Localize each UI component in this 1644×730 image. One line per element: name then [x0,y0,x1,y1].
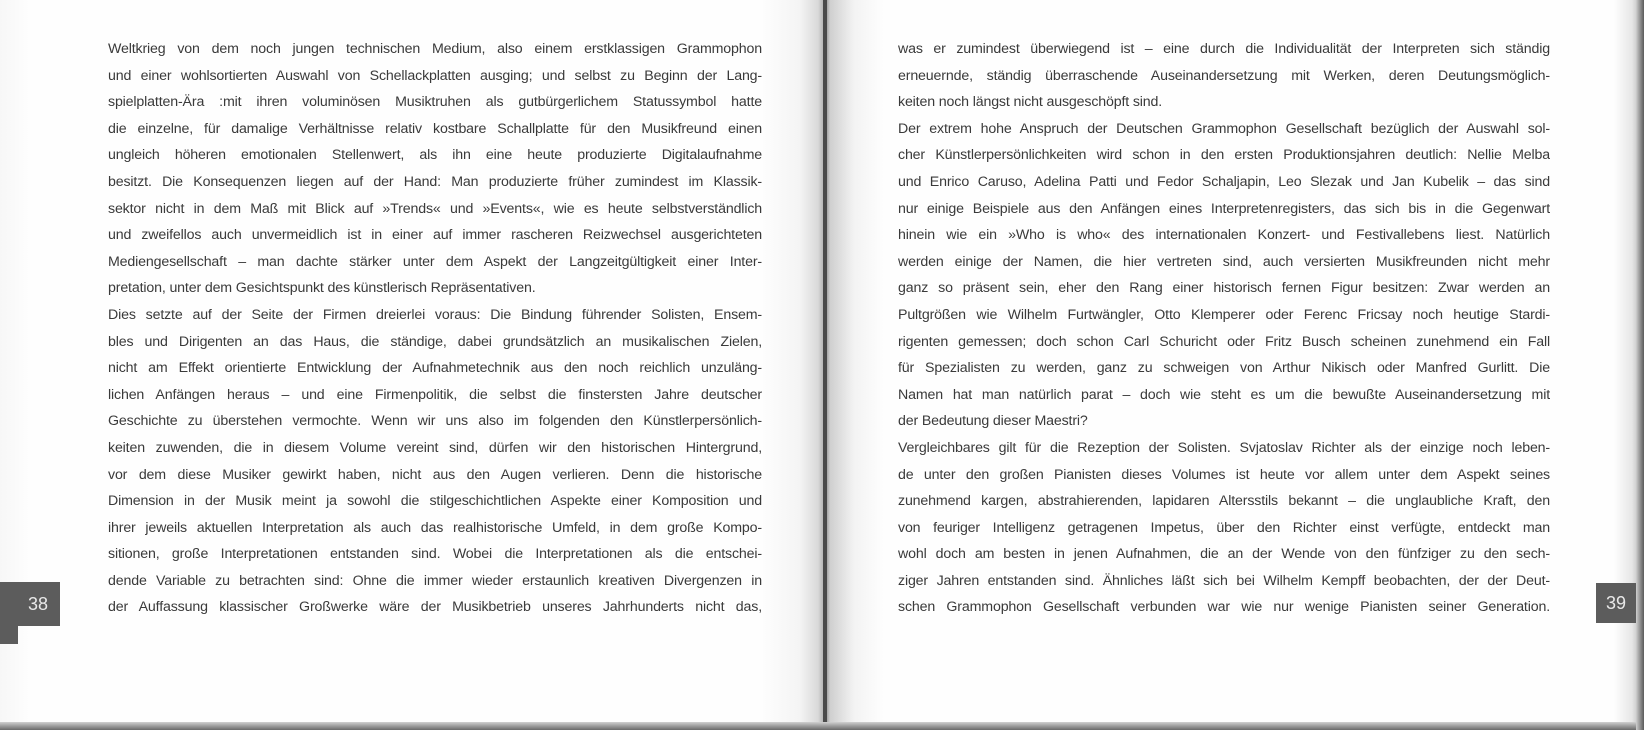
text-line: spielplatten-Ära :mit ihren voluminösen Musiktruhen als gutbürgerlichem Statussymbol hatte [108,94,762,111]
text-line: werden einige der Namen, die hier vertreten sind, auch versierten Musikfreunden nicht mehr [898,253,1550,270]
book-gutter [823,0,827,730]
text-line: ungleich höheren emotionalen Stellenwert, als ihn eine heute produzierte Digitalaufnahme [108,147,762,164]
text-line: vor dem diese Musiker gewirkt haben, nicht aus den Augen verlieren. Denn die historische [108,466,762,483]
text-line: nur einige Beispiele aus den Anfängen eines Interpretenregisters, das sich bis in die Gegenwart [898,200,1550,217]
page-bottom-edge [0,722,1644,730]
text-line: zunehmend kargen, abstrahierenden, lapidaren Altersstils bekannt – die unglaubliche Kraft, den [898,493,1550,510]
text-line: Vergleichbares gilt für die Rezeption der Solisten. Svjatoslav Richter als der einzige noch leben- [898,439,1550,456]
text-line: und Enrico Caruso, Adelina Patti und Fedor Schaljapin, Leo Slezak und Jan Kubelik – das sind [898,173,1550,190]
folio-notch [0,622,18,644]
text-line: der Bedeutung dieser Maestri? [898,413,1088,430]
text-line: keiten noch längst nicht ausgeschöpft sind. [898,94,1163,111]
text-line: keiten zuwenden, die in diesem Volume vereint sind, dürfen wir den historischen Hintergrund, [108,439,762,456]
text-line: ihrer jeweils aktuellen Interpretation als auch das realhistorische Umfeld, in dem große Kompo- [108,519,762,536]
text-line: schen Grammophon Gesellschaft verbunden war wie nur wenige Pianisten seiner Generation. [898,599,1550,616]
text-line: ziger Jahren entstanden sind. Ähnliches läßt sich bei Wilhelm Kempff beobachten, der der Deut- [898,572,1550,589]
page-number-badge-right [1596,583,1636,623]
text-line: de unter den großen Pianisten dieses Volumes ist heute vor allem unter dem Aspekt seines [898,466,1550,483]
text-line: der Auffassung klassischer Großwerke wäre der Musikbetrieb unseres Jahrhunderts nicht das, [108,599,762,616]
text-line: Namen hat man natürlich parat – doch wie steht es um die bewußte Auseinandersetzung mit [898,386,1550,403]
text-line: hinein wie ein »Who is who« des internationalen Konzert- und Festivallebens liest. Natürlich [898,227,1550,244]
text-line: Der extrem hohe Anspruch der Deutschen Grammophon Gesellschaft bezüglich der Auswahl sol- [898,120,1550,137]
text-line: cher Künstlerpersönlichkeiten wird schon in den ersten Produktionsjahren deutlich: Nellie Melba [898,147,1550,164]
left-page-text [108,36,762,621]
text-line: sektor nicht in dem Maß mit Blick auf »Trends« und »Events«, wie es heute selbstverständlich [108,200,762,217]
text-line: Geschichte zu überstehen vermochte. Wenn wir uns also im folgenden den Künstlerpersönlich- [108,413,762,430]
text-line: für Spezialisten zu werden, ganz zu schweigen von Arthur Nikisch oder Manfred Gurlitt. Die [898,360,1550,377]
text-line: erneuernde, ständig überraschende Auseinandersetzung mit Werken, deren Deutungsmöglich- [898,67,1550,84]
page-number: 39 [1605,592,1627,613]
text-line: Mediengesellschaft – man dachte stärker unter dem Aspekt der Langzeitgültigkeit einer Inter- [108,253,762,270]
text-line: rigenten gemessen; doch schon Carl Schuricht oder Fritz Busch scheinen zunehmend ein Fall [898,333,1550,350]
text-line: sitionen, große Interpretationen entstanden sind. Wobei die Interpretationen als die entschei- [108,546,762,563]
text-line: Dies setzte auf der Seite der Firmen dreierlei voraus: Die Bindung führender Solisten, Ensem- [108,306,762,323]
text-line: und zweifellos auch unvermeidlich ist in einer auf immer rascheren Reizwechsel ausgerichteten [108,227,762,244]
text-line: die einzelne, für damalige Verhältnisse relativ kostbare Schallplatte für den Musikfreund einen [108,120,762,137]
text-line: Weltkrieg von dem noch jungen technischen Medium, also einem erstklassigen Grammophon [108,41,762,57]
page-right-edge [1636,0,1644,730]
text-line: lichen Anfängen heraus – und eine Firmenpolitik, die selbst die finstersten Jahre deutscher [108,386,762,403]
text-line: wohl doch am besten in jenen Aufnahmen, die an der Wende von den fünfziger zu den sech- [898,546,1550,563]
right-page-text [898,36,1550,621]
text-line: was er zumindest überwiegend ist – eine durch die Individualität der Interpreten sich ständig [898,41,1550,57]
text-line: Pultgrößen wie Wilhelm Furtwängler, Otto Klemperer oder Ferenc Fricsay noch heutige Stardi- [898,306,1550,323]
text-line: von feuriger Intelligenz getragenen Impetus, über den Richter einst verfügte, entdeckt man [898,519,1550,536]
text-line: pretation, unter dem Gesichtspunkt des künstlerisch Repräsentativen. [108,280,536,297]
text-line: ganz so präsent sein, eher den Rang einer historisch fernen Figur besitzen: Zwar werden an [898,280,1550,297]
text-line: dende Variable zu betrachten sind: Ohne die immer wieder erstaunlich kreativen Divergenzen in [108,572,762,589]
page-number: 38 [27,593,49,614]
text-line: nicht am Effekt orientierte Entwicklung der Aufnahmetechnik aus den noch reichlich unzuläng- [108,360,762,377]
text-line: bles und Dirigenten an das Haus, die ständige, dabei grundsätzlich an musikalischen Zielen, [108,333,762,350]
text-line: besitzt. Die Konsequenzen liegen auf der Hand: Man produzierte früher zumindest im Klassik- [108,173,762,190]
page-number-badge-left [0,582,60,626]
text-line: Dimension in der Musik meint ja sowohl die stilgeschichtlichen Aspekte einer Komposition und [108,493,762,510]
text-line: und einer wohlsortierten Auswahl von Schellackplatten ausging; und selbst zu Beginn der Lang- [108,67,762,84]
